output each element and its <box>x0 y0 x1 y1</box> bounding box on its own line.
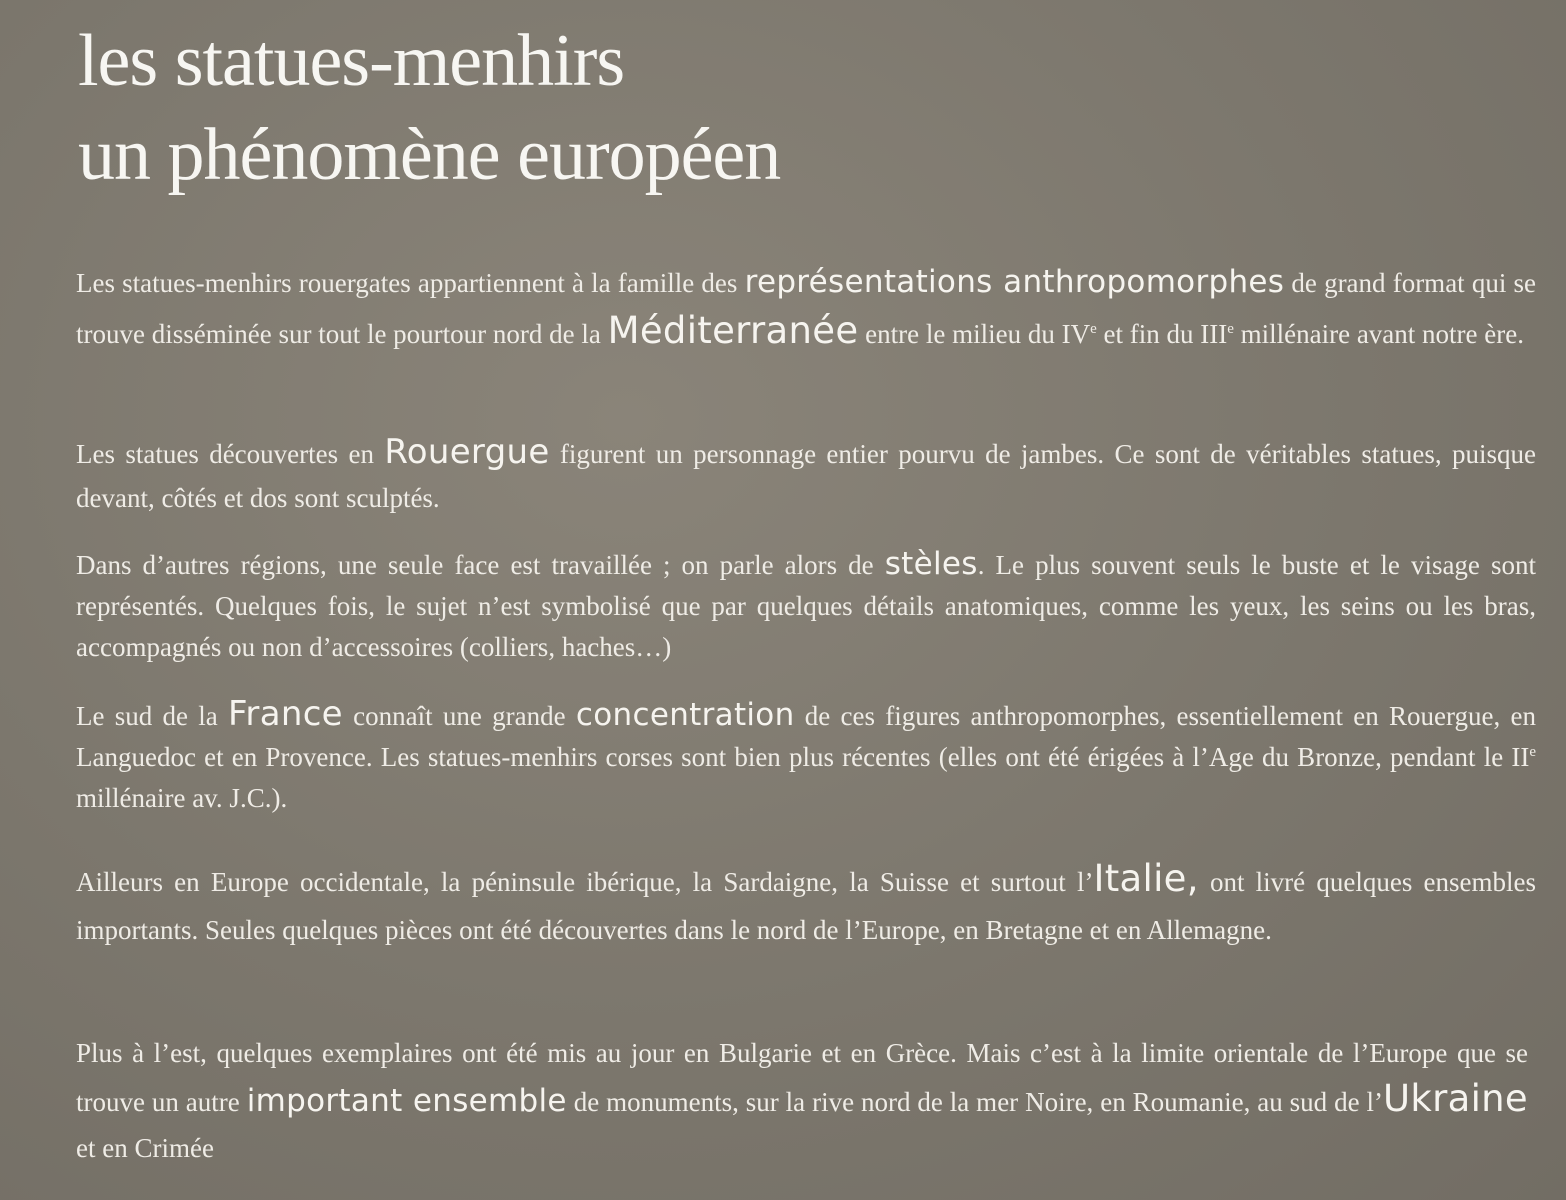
highlight-term: Rouergue <box>384 432 550 472</box>
highlight-term: France <box>228 694 343 734</box>
highlight-term: Méditerranée <box>607 309 859 352</box>
highlight-term: représentations anthropomorphes <box>744 264 1285 300</box>
paragraph-2 <box>76 430 1536 520</box>
text-run: et fin du III <box>1096 319 1228 349</box>
text-run: Les statues-menhirs rouergates appartiennent à la famille des <box>76 268 745 298</box>
paragraph-5 <box>76 855 1536 954</box>
text-run: Ailleurs en Europe occidentale, la péninsule ibérique, la Sardaigne, la Suisse et surtout l’ <box>76 867 1094 897</box>
text-run: . Le plus souvent seuls le buste et le visage sont représentés. Quelques fois, le sujet n’est symbolisé que par quelques détails anatomiques, comme les yeux, les seins ou les bras, accompagnés ou non d’accessoires (colliers, haches…) <box>76 550 1536 662</box>
superscript: e <box>1529 744 1536 760</box>
paragraph-3 <box>76 544 1536 668</box>
text-run: et en Crimée <box>76 1133 214 1163</box>
superscript: e <box>1227 321 1234 337</box>
text-run: Plus à l’est, quelques exemplaires ont été mis au jour en Bulgarie et en Grèce. Mais c’est à la limite orientale de l’Europe que se trouve un autre <box>76 1038 1528 1117</box>
text-run: entre le milieu du IV <box>858 319 1091 349</box>
paragraph-6 <box>76 1030 1528 1171</box>
text-run: Le sud de la <box>76 701 229 731</box>
title-line-2: un phénomène européen <box>78 114 781 196</box>
highlight-term: important ensemble <box>246 1083 567 1119</box>
title-line-1: les statues-menhirs <box>78 20 625 102</box>
text-run: de monuments, sur la rive nord de la mer Noire, en Roumanie, au sud de l’ <box>566 1087 1383 1117</box>
superscript: e <box>1090 321 1097 337</box>
text-run: Les statues découvertes en <box>76 439 385 469</box>
highlight-term: Ukraine <box>1383 1077 1528 1120</box>
highlight-term: stèles <box>884 546 978 582</box>
text-run: millénaire avant notre ère. <box>1233 319 1524 349</box>
text-run: ont livré quelques ensembles importants. Seules quelques pièces ont été découvertes dans le nord de l’Europe, en Bretagne et en Allemagne. <box>76 867 1536 945</box>
text-run: Dans d’autres régions, une seule face est travaillée ; on parle alors de <box>76 550 885 580</box>
text-run: connaît une grande <box>342 701 576 731</box>
text-run: de ces figures anthropomorphes, essentiellement en Rouergue, en Languedoc et en Provence. Les statues-menhirs corses sont bien plus récentes (elles ont été érigées à l’Age du Bronze, pendant le II <box>76 701 1536 772</box>
text-run: figurent un personnage entier pourvu de jambes. Ce sont de véritables statues, puisque devant, côtés et dos sont sculptés. <box>76 439 1536 513</box>
paragraph-4 <box>76 694 1536 819</box>
highlight-term: Italie, <box>1093 857 1199 900</box>
highlight-term: concentration <box>575 697 795 733</box>
text-run: de grand format qui se trouve disséminée sur tout le pourtour nord de la <box>76 268 1536 349</box>
paragraph-1 <box>76 258 1536 358</box>
text-run: millénaire av. J.C.). <box>76 783 288 813</box>
panel-title <box>78 14 780 202</box>
